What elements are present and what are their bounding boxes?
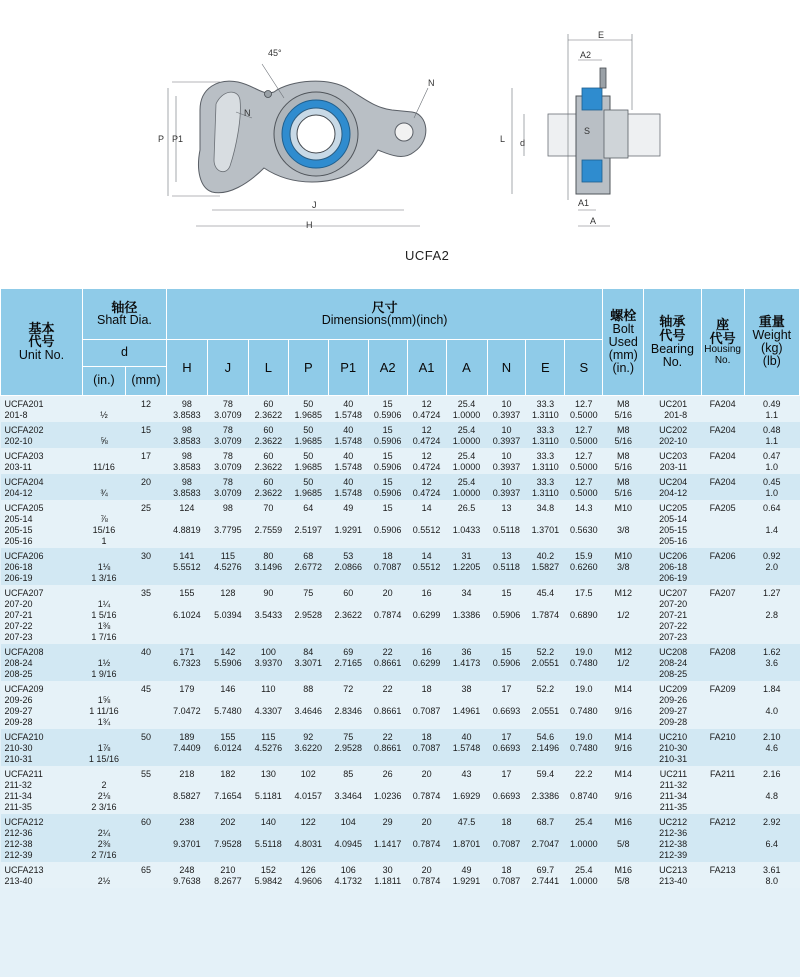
cell-h: 171 6.7323 [166,644,207,681]
cell-h: 98 3.8583 [166,422,207,448]
table-row [1,644,800,681]
cell-bearing: UC201 201-8 [644,396,701,423]
cell-shaft-mm: 20 [125,474,166,500]
cell-housing: FA205 [701,500,744,548]
cell-bolt: M14 9/16 [603,729,644,766]
cell-s: 12.7 0.5000 [565,422,603,448]
cell-j: 78 3.0709 [207,474,248,500]
cell-shaft-in: ⅞ 15/16 1 [82,500,125,548]
spec-table-body [1,396,800,889]
cell-a: 31 1.2205 [446,548,487,585]
cell-shaft-in: ½ [82,396,125,423]
cell-a1: 12 0.4724 [407,422,446,448]
cell-shaft-in: ¾ [82,474,125,500]
cell-bearing: UC212 212-36 212-38 212-39 [644,814,701,862]
cell-n: 18 0.7087 [487,814,526,862]
cell-a2: 20 0.7874 [368,585,407,644]
cell-j: 210 8.2677 [207,862,248,888]
cell-e: 33.3 1.3110 [526,422,565,448]
side-view [548,68,660,194]
j-label: J [312,200,317,210]
cell-unit-no: UCFA201 201-8 [1,396,83,423]
cell-weight: 3.61 8.0 [744,862,799,888]
cell-bearing: UC213 213-40 [644,862,701,888]
header-col-j: J [207,340,248,396]
cell-shaft-in: 1⅞ 1 15/16 [82,729,125,766]
cell-housing: FA212 [701,814,744,862]
header-col-n: N [487,340,526,396]
cell-a2: 29 1.1417 [368,814,407,862]
cell-s: 19.0 0.7480 [565,729,603,766]
cell-n: 18 0.7087 [487,862,526,888]
cell-p1: 60 2.3622 [328,585,368,644]
table-row [1,500,800,548]
cell-n: 10 0.3937 [487,448,526,474]
table-row [1,862,800,888]
cell-weight: 0.49 1.1 [744,396,799,423]
cell-p1: 75 2.9528 [328,729,368,766]
header-bolt: 螺栓 Bolt Used (mm) (in.) [603,289,644,396]
cell-bolt: M8 5/16 [603,422,644,448]
cell-unit-no: UCFA204 204-12 [1,474,83,500]
cell-bolt: M8 5/16 [603,474,644,500]
cell-e: 33.3 1.3110 [526,474,565,500]
cell-h: 218 8.5827 [166,766,207,814]
l-label: L [500,134,506,144]
cell-j: 202 7.9528 [207,814,248,862]
cell-bolt: M10 3/8 [603,548,644,585]
cell-h: 179 7.0472 [166,681,207,729]
cell-bearing: UC209 209-26 209-27 209-28 [644,681,701,729]
cell-bearing: UC210 210-30 210-31 [644,729,701,766]
cell-a1: 12 0.4724 [407,396,446,423]
cell-unit-no: UCFA205 205-14 205-15 205-16 [1,500,83,548]
header-shaft-dia: 轴径 Shaft Dia. [82,289,166,340]
cell-shaft-mm: 45 [125,681,166,729]
cell-shaft-in: 1⅝ 1 11/16 1¾ [82,681,125,729]
cell-a: 43 1.6929 [446,766,487,814]
cell-s: 19.0 0.7480 [565,644,603,681]
cell-l: 80 3.1496 [248,548,288,585]
cell-p: 122 4.8031 [288,814,328,862]
cell-housing: FA210 [701,729,744,766]
cell-l: 90 3.5433 [248,585,288,644]
table-row [1,548,800,585]
cell-l: 60 2.3622 [248,448,288,474]
header-in: (in.) [82,367,125,396]
header-weight: 重量 Weight (kg) (lb) [744,289,799,396]
cell-l: 60 2.3622 [248,474,288,500]
cell-j: 142 5.5906 [207,644,248,681]
cell-a1: 18 0.7087 [407,729,446,766]
cell-s: 12.7 0.5000 [565,474,603,500]
table-row [1,448,800,474]
cell-shaft-mm: 65 [125,862,166,888]
cell-a: 38 1.4961 [446,681,487,729]
cell-weight: 2.16 4.8 [744,766,799,814]
cell-e: 54.6 2.1496 [526,729,565,766]
spec-table [0,288,800,888]
cell-housing: FA206 [701,548,744,585]
cell-unit-no: UCFA203 203-11 [1,448,83,474]
cell-shaft-in: 2¼ 2⅜ 2 7/16 [82,814,125,862]
header-col-s: S [565,340,603,396]
cell-unit-no: UCFA213 213-40 [1,862,83,888]
cell-e: 59.4 2.3386 [526,766,565,814]
cell-weight: 1.84 4.0 [744,681,799,729]
cell-n: 17 0.6693 [487,729,526,766]
cell-l: 110 4.3307 [248,681,288,729]
cell-n: 13 0.5118 [487,500,526,548]
cell-a: 25.4 1.0000 [446,422,487,448]
cell-shaft-mm: 25 [125,500,166,548]
p-label: P [158,134,165,144]
cell-shaft-in: 1½ 1 9/16 [82,644,125,681]
cell-p1: 69 2.7165 [328,644,368,681]
cell-a1: 20 0.7874 [407,766,446,814]
cell-shaft-mm: 15 [125,422,166,448]
cell-h: 98 3.8583 [166,474,207,500]
cell-housing: FA207 [701,585,744,644]
cell-bearing: UC207 207-20 207-21 207-22 207-23 [644,585,701,644]
cell-j: 128 5.0394 [207,585,248,644]
cell-p1: 40 1.5748 [328,474,368,500]
cell-a2: 22 0.8661 [368,729,407,766]
cell-a: 26.5 1.0433 [446,500,487,548]
cell-housing: FA204 [701,396,744,423]
cell-weight: 0.92 2.0 [744,548,799,585]
cell-a2: 15 0.5906 [368,422,407,448]
cell-h: 248 9.7638 [166,862,207,888]
cell-e: 33.3 1.3110 [526,448,565,474]
cell-bearing: UC206 206-18 206-19 [644,548,701,585]
cell-a2: 18 0.7087 [368,548,407,585]
cell-l: 140 5.5118 [248,814,288,862]
cell-shaft-in: 2½ [82,862,125,888]
cell-shaft-mm: 30 [125,548,166,585]
cell-j: 78 3.0709 [207,396,248,423]
cell-a2: 15 0.5906 [368,500,407,548]
cell-bearing: UC204 204-12 [644,474,701,500]
cell-l: 100 3.9370 [248,644,288,681]
cell-housing: FA204 [701,474,744,500]
cell-weight: 0.64 1.4 [744,500,799,548]
cell-e: 33.3 1.3110 [526,396,565,423]
cell-p: 88 3.4646 [288,681,328,729]
cell-p: 75 2.9528 [288,585,328,644]
cell-unit-no: UCFA211 211-32 211-34 211-35 [1,766,83,814]
header-dimensions: 尺寸 Dimensions(mm)(inch) [166,289,602,340]
angle-label: 45° [268,48,282,58]
cell-a: 34 1.3386 [446,585,487,644]
cell-p: 102 4.0157 [288,766,328,814]
bore [297,115,335,153]
cell-shaft-in: 2 2⅛ 2 3/16 [82,766,125,814]
cell-p1: 53 2.0866 [328,548,368,585]
cell-n: 17 0.6693 [487,766,526,814]
cell-j: 78 3.0709 [207,422,248,448]
cell-a2: 15 0.5906 [368,474,407,500]
cell-l: 60 2.3622 [248,422,288,448]
table-row [1,585,800,644]
table-row [1,814,800,862]
cell-a1: 20 0.7874 [407,814,446,862]
cell-a: 36 1.4173 [446,644,487,681]
cell-shaft-mm: 40 [125,644,166,681]
cell-s: 12.7 0.5000 [565,448,603,474]
cell-housing: FA209 [701,681,744,729]
cell-bolt: M8 5/16 [603,396,644,423]
cell-unit-no: UCFA207 207-20 207-21 207-22 207-23 [1,585,83,644]
header-bearing: 轴承 代号 Bearing No. [644,289,701,396]
technical-drawing [0,0,800,288]
cell-e: 68.7 2.7047 [526,814,565,862]
table-row [1,729,800,766]
cell-shaft-in: 1¼ 1 5/16 1⅜ 1 7/16 [82,585,125,644]
cell-housing: FA204 [701,422,744,448]
cell-p: 50 1.9685 [288,396,328,423]
cell-p1: 85 3.3464 [328,766,368,814]
cell-p: 50 1.9685 [288,448,328,474]
d-label: d [520,138,526,148]
cell-a: 25.4 1.0000 [446,396,487,423]
cell-bolt: M14 9/16 [603,681,644,729]
cell-e: 45.4 1.7874 [526,585,565,644]
cell-bolt: M12 1/2 [603,585,644,644]
cell-s: 17.5 0.6890 [565,585,603,644]
cell-p: 84 3.3071 [288,644,328,681]
cell-unit-no: UCFA206 206-18 206-19 [1,548,83,585]
cell-a: 25.4 1.0000 [446,448,487,474]
cell-bolt: M16 5/8 [603,862,644,888]
cell-l: 152 5.9842 [248,862,288,888]
header-mm: (mm) [125,367,166,396]
header-col-e: E [526,340,565,396]
cell-n: 10 0.3937 [487,396,526,423]
cell-j: 146 5.7480 [207,681,248,729]
cell-a: 40 1.5748 [446,729,487,766]
cell-p1: 40 1.5748 [328,448,368,474]
header-col-l: L [248,340,288,396]
table-row [1,396,800,423]
cell-shaft-mm: 17 [125,448,166,474]
header-col-p: P [288,340,328,396]
grease-nipple [265,91,272,98]
cell-a2: 22 0.8661 [368,644,407,681]
header-col-h: H [166,340,207,396]
cell-a1: 14 0.5512 [407,500,446,548]
cell-h: 98 3.8583 [166,448,207,474]
cell-a2: 15 0.5906 [368,396,407,423]
cell-shaft-mm: 12 [125,396,166,423]
cell-bolt: M10 3/8 [603,500,644,548]
cell-s: 15.9 0.6260 [565,548,603,585]
cell-p1: 72 2.8346 [328,681,368,729]
cell-weight: 1.27 2.8 [744,585,799,644]
spec-table-container [0,288,800,977]
cell-bearing: UC205 205-14 205-15 205-16 [644,500,701,548]
cell-s: 12.7 0.5000 [565,396,603,423]
cell-h: 141 5.5512 [166,548,207,585]
cell-unit-no: UCFA212 212-36 212-38 212-39 [1,814,83,862]
cell-a1: 18 0.7087 [407,681,446,729]
cell-a: 47.5 1.8701 [446,814,487,862]
cell-e: 52.2 2.0551 [526,644,565,681]
cell-s: 25.4 1.0000 [565,862,603,888]
cell-weight: 0.45 1.0 [744,474,799,500]
cell-n: 15 0.5906 [487,585,526,644]
cell-unit-no: UCFA208 208-24 208-25 [1,644,83,681]
cell-j: 115 4.5276 [207,548,248,585]
a-label: A [590,216,597,226]
cell-j: 155 6.0124 [207,729,248,766]
cell-p1: 40 1.5748 [328,396,368,423]
cell-shaft-mm: 35 [125,585,166,644]
cell-weight: 2.92 6.4 [744,814,799,862]
cell-bearing: UC208 208-24 208-25 [644,644,701,681]
cell-h: 189 7.4409 [166,729,207,766]
header-d: d [82,340,166,367]
header-col-a1: A1 [407,340,446,396]
cell-e: 40.2 1.5827 [526,548,565,585]
cell-s: 14.3 0.5630 [565,500,603,548]
cell-shaft-in: ⅝ [82,422,125,448]
table-row [1,681,800,729]
cell-bearing: UC203 203-11 [644,448,701,474]
cell-p1: 40 1.5748 [328,422,368,448]
cell-p: 50 1.9685 [288,474,328,500]
cell-bolt: M16 5/8 [603,814,644,862]
cell-a1: 20 0.7874 [407,862,446,888]
cell-bearing: UC202 202-10 [644,422,701,448]
cell-bolt: M12 1/2 [603,644,644,681]
cell-housing: FA204 [701,448,744,474]
cell-p: 126 4.9606 [288,862,328,888]
cell-bolt: M8 5/16 [603,448,644,474]
cell-a1: 12 0.4724 [407,448,446,474]
a2-label: A2 [580,50,592,60]
cell-p1: 49 1.9291 [328,500,368,548]
cell-shaft-mm: 55 [125,766,166,814]
cell-weight: 2.10 4.6 [744,729,799,766]
cell-l: 70 2.7559 [248,500,288,548]
cell-a1: 12 0.4724 [407,474,446,500]
cell-a2: 15 0.5906 [368,448,407,474]
cell-p: 64 2.5197 [288,500,328,548]
header-col-a: A [446,340,487,396]
cell-s: 25.4 1.0000 [565,814,603,862]
cell-p: 92 3.6220 [288,729,328,766]
cell-a: 49 1.9291 [446,862,487,888]
cell-j: 98 3.7795 [207,500,248,548]
cell-h: 155 6.1024 [166,585,207,644]
cell-shaft-mm: 50 [125,729,166,766]
cell-a2: 30 1.1811 [368,862,407,888]
cell-l: 60 2.3622 [248,396,288,423]
cell-h: 238 9.3701 [166,814,207,862]
cell-h: 98 3.8583 [166,396,207,423]
cell-housing: FA211 [701,766,744,814]
e-label: E [598,30,605,40]
cell-a1: 14 0.5512 [407,548,446,585]
cell-shaft-in: 11/16 [82,448,125,474]
cell-s: 22.2 0.8740 [565,766,603,814]
cell-weight: 0.48 1.1 [744,422,799,448]
cell-n: 10 0.3937 [487,474,526,500]
flange-unit-drawing [0,0,800,288]
cell-shaft-in: 1⅛ 1 3/16 [82,548,125,585]
p1-label: P1 [172,134,184,144]
cell-s: 19.0 0.7480 [565,681,603,729]
table-row [1,422,800,448]
cell-j: 182 7.1654 [207,766,248,814]
n-label-top: N [428,78,435,88]
cell-n: 17 0.6693 [487,681,526,729]
cell-n: 15 0.5906 [487,644,526,681]
cell-n: 13 0.5118 [487,548,526,585]
cell-a2: 26 1.0236 [368,766,407,814]
cell-p1: 104 4.0945 [328,814,368,862]
cell-p: 68 2.6772 [288,548,328,585]
header-col-a2: A2 [368,340,407,396]
cell-e: 34.8 1.3701 [526,500,565,548]
cell-a1: 16 0.6299 [407,644,446,681]
header-col-p1: P1 [328,340,368,396]
header-housing: 座 代号 Housing No. [701,289,744,396]
cell-a1: 16 0.6299 [407,585,446,644]
cell-weight: 1.62 3.6 [744,644,799,681]
bolt-hole [395,123,413,141]
cell-e: 52.2 2.0551 [526,681,565,729]
header-unit-no: 基本 代号 Unit No. [1,289,83,396]
cell-weight: 0.47 1.0 [744,448,799,474]
model-label: UCFA2 [405,248,450,263]
table-row [1,766,800,814]
table-row [1,474,800,500]
cell-bolt: M14 9/16 [603,766,644,814]
n-label-left: N [244,108,251,118]
s-label: S [584,126,591,136]
cell-housing: FA208 [701,644,744,681]
cell-unit-no: UCFA202 202-10 [1,422,83,448]
cell-n: 10 0.3937 [487,422,526,448]
cell-shaft-mm: 60 [125,814,166,862]
cell-j: 78 3.0709 [207,448,248,474]
cell-a: 25.4 1.0000 [446,474,487,500]
cell-p: 50 1.9685 [288,422,328,448]
cell-bearing: UC211 211-32 211-34 211-35 [644,766,701,814]
cell-a2: 22 0.8661 [368,681,407,729]
cell-unit-no: UCFA209 209-26 209-27 209-28 [1,681,83,729]
cell-h: 124 4.8819 [166,500,207,548]
cell-housing: FA213 [701,862,744,888]
cell-unit-no: UCFA210 210-30 210-31 [1,729,83,766]
cell-l: 115 4.5276 [248,729,288,766]
cell-e: 69.7 2.7441 [526,862,565,888]
a1-label: A1 [578,198,590,208]
cell-p1: 106 4.1732 [328,862,368,888]
h-label: H [306,220,313,230]
cell-l: 130 5.1181 [248,766,288,814]
